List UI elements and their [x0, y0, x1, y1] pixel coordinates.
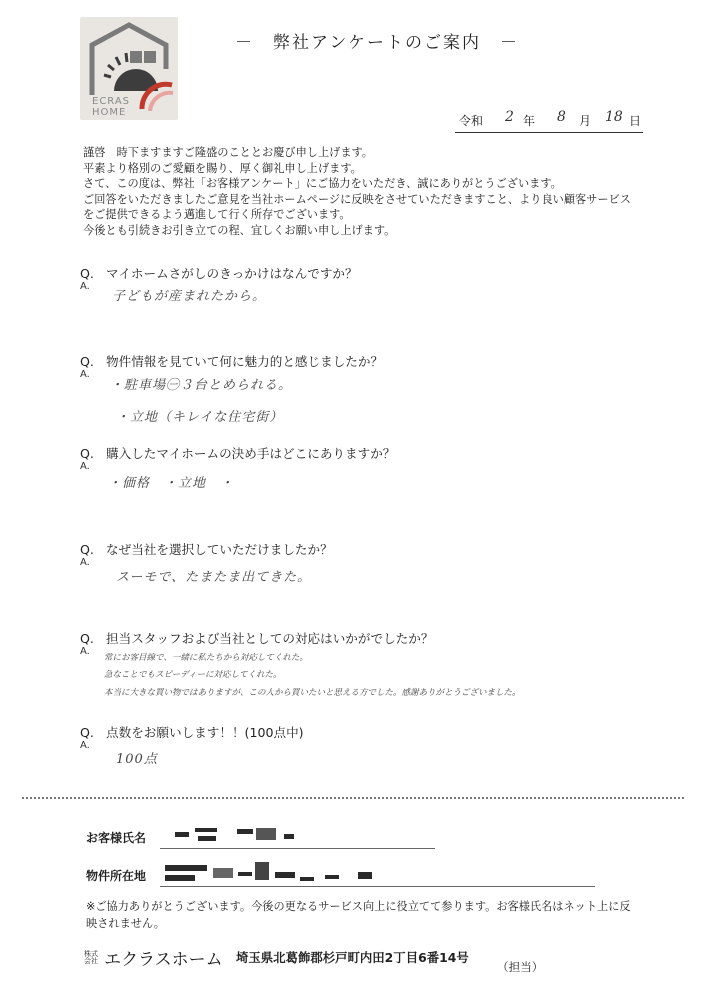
- question-text: マイホームさがしのきっかけはなんですか？: [106, 266, 358, 281]
- a-marker: A.: [80, 461, 90, 472]
- redaction-block: [358, 872, 372, 879]
- dotted-divider: [22, 797, 684, 799]
- question-2: [80, 351, 383, 370]
- logo-text-line1: ECRAS: [92, 96, 131, 107]
- company-address: 埼玉県北葛飾郡杉戸町内田2丁目6番14号: [236, 950, 469, 965]
- date-era: 令和: [459, 114, 484, 128]
- thank-you-note: ※ご協力ありがとうございます。今後の更なるサービス向上に役立てて参ります。お客様氏名はネット上に反映されません。: [86, 900, 631, 930]
- redaction-block: [198, 836, 216, 841]
- kk-top: 株式: [84, 949, 98, 958]
- redaction-block: [195, 828, 217, 832]
- logo-text-line2: HOME: [92, 107, 127, 118]
- answer-5c: 本当に大きな買い物ではありますが、この人から買いたいと思える方でした。感謝ありがとうございました。: [104, 688, 521, 698]
- greeting-line: 平素より格別のご愛顧を賜り、厚く御礼申し上げます。: [83, 161, 362, 175]
- redaction-block: [284, 834, 294, 839]
- question-text: 担当スタッフおよび当社としての対応はいかがでしたか？: [106, 631, 434, 646]
- greeting-line: さて、この度は、弊社「お客様アンケート」にご協力をいただき、誠にありがとうございます。: [83, 177, 562, 190]
- redaction-block: [275, 872, 295, 878]
- date-year: 2: [505, 109, 514, 125]
- kabushiki-kaisha-mark: [83, 951, 99, 965]
- redaction-block: [300, 877, 314, 881]
- greeting-line: 謹啓 時下ますますご隆盛のこととお慶び申し上げます。: [83, 146, 373, 159]
- a-marker: A.: [80, 369, 90, 380]
- redaction-block: [165, 875, 195, 881]
- q-marker: Q.: [80, 542, 94, 557]
- redaction-block: [255, 862, 269, 880]
- question-text: なぜ当社を選択していただけましたか？: [106, 542, 333, 557]
- answer-1: 子どもが産まれたから。: [112, 289, 267, 304]
- property-address-label: 物件所在地: [86, 869, 147, 883]
- date-month-unit: 月: [579, 114, 592, 128]
- greeting-line: をご提供できるよう邁進して行く所存でございます。: [83, 208, 351, 221]
- q-marker: Q.: [80, 354, 94, 369]
- q-marker: Q.: [80, 266, 94, 281]
- answer-6: 100点: [116, 752, 158, 767]
- question-6: [80, 722, 304, 741]
- answer-2b: ・立地（キレイな住宅街）: [116, 410, 284, 425]
- question-3: [80, 443, 395, 462]
- redaction-block: [175, 832, 189, 837]
- property-address-line: [160, 886, 595, 887]
- redaction-block: [325, 875, 339, 879]
- date-field: [455, 109, 643, 133]
- redaction-block: [237, 829, 253, 834]
- q-marker: Q.: [80, 446, 94, 461]
- redaction-block: [256, 828, 276, 840]
- question-4: [80, 539, 333, 558]
- company-name: [83, 945, 223, 970]
- redaction-block: [238, 872, 252, 876]
- page-title: － 弊社アンケートのご案内 －: [235, 33, 519, 53]
- date-month: 8: [557, 109, 566, 125]
- greeting-line: ご回答をいただきましたご意見を当社ホームページに反映をさせていただきますこと、より良い顧客サービス: [83, 192, 631, 206]
- answer-4: スーモで、たまたま出てきた。: [116, 570, 312, 585]
- a-marker: A.: [80, 557, 90, 568]
- a-marker: A.: [80, 281, 90, 292]
- company-name-text: エクラスホーム: [104, 950, 223, 970]
- company-logo: [80, 17, 178, 120]
- question-text: 点数をお願いします！！(100点中): [106, 725, 304, 740]
- q-marker: Q.: [80, 631, 94, 646]
- a-marker: A.: [80, 646, 90, 657]
- date-year-unit: 年: [523, 114, 536, 128]
- staff-label: （担当）: [497, 960, 544, 974]
- a-marker: A.: [80, 740, 90, 751]
- redaction-block: [213, 868, 233, 878]
- question-1: [80, 263, 358, 282]
- answer-3: ・価格 ・立地 ・: [108, 476, 235, 491]
- answer-5a: 常にお客目線で、一緒に私たちから対応してくれた。: [104, 653, 308, 663]
- greeting-line: 今後とも引続きお引き立ての程、宜しくお願い申し上げます。: [83, 223, 396, 237]
- date-day-unit: 日: [629, 114, 642, 128]
- date-day: 18: [605, 109, 623, 125]
- greeting-text: [83, 145, 683, 238]
- answer-5b: 急なことでもスピーディーに対応してくれた。: [104, 670, 282, 680]
- answer-2a: ・駐車場㊀３台とめられる。: [110, 378, 293, 393]
- kk-bottom: 会社: [84, 956, 98, 965]
- redaction-block: [165, 865, 207, 871]
- question-text: 購入したマイホームの決め手はどこにありますか？: [106, 446, 396, 461]
- question-5: [80, 628, 433, 647]
- question-text: 物件情報を見ていて何に魅力的と感じましたか？: [106, 354, 384, 369]
- customer-name-line: [160, 848, 435, 849]
- q-marker: Q.: [80, 725, 94, 740]
- customer-name-label: お客様氏名: [86, 831, 147, 845]
